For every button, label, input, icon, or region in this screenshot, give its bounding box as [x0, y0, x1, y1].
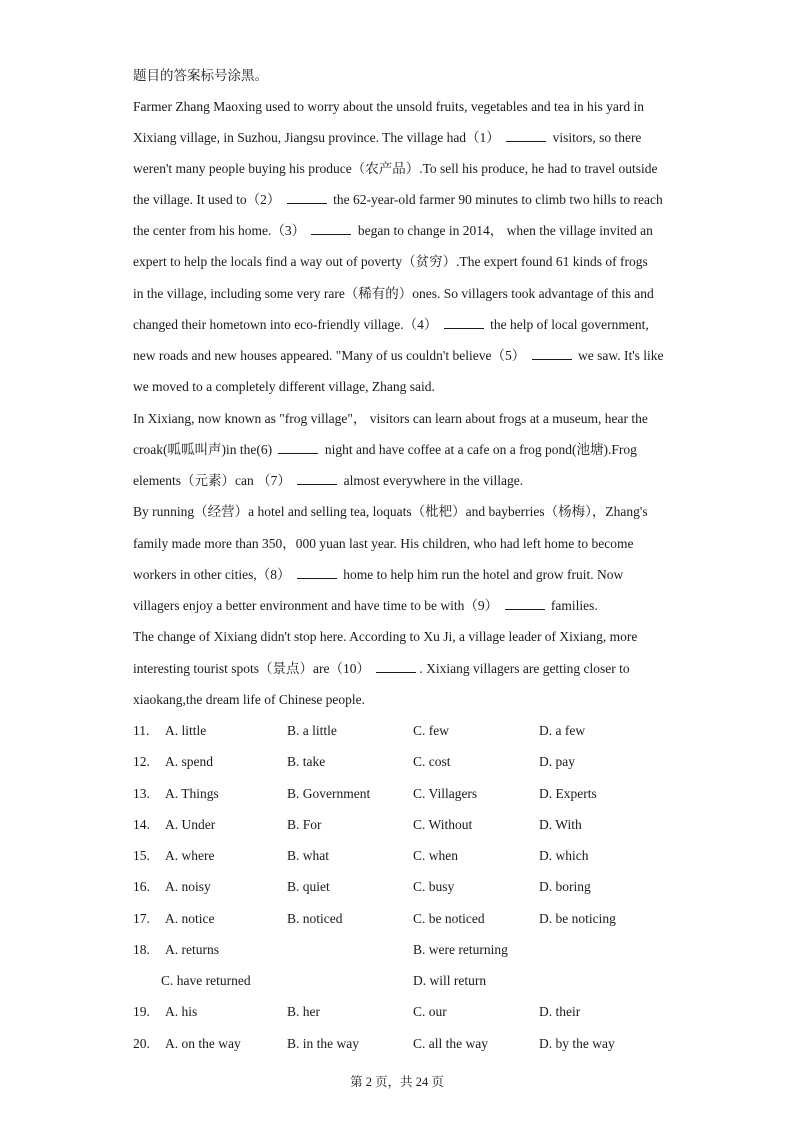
question-number: 18.: [133, 942, 150, 957]
option-d: D. pay: [539, 754, 575, 769]
passage-line: the village. It used to（2） the 62-year-old farmer 90 minutes to climb two hills to reach: [133, 192, 663, 207]
option-b: B. noticed: [287, 911, 343, 926]
option-c: C. Without: [413, 817, 473, 832]
option-a: A. notice: [165, 911, 215, 926]
option-a: A. where: [165, 848, 215, 863]
question-row: [133, 846, 693, 866]
option-a: A. returns: [165, 942, 219, 957]
passage-line: In Xixiang, now known as "frog village"， visitors can learn about frogs at a museum, hear the: [133, 411, 648, 426]
blank-2: [287, 191, 327, 204]
passage-line: Xixiang village, in Suzhou, Jiangsu province. The village had（1） visitors, so there: [133, 130, 642, 145]
passage-line: By running（经营）a hotel and selling tea, loquats（枇杷）and bayberries（杨梅），Zhang's: [133, 504, 648, 519]
question-row: [133, 940, 693, 960]
option-b: B. take: [287, 754, 326, 769]
option-a: A. little: [165, 723, 207, 738]
passage-line: family made more than 350，000 yuan last year. His children, who had left home to become: [133, 536, 634, 551]
blank-8: [297, 566, 337, 579]
question-row: [133, 909, 693, 929]
question-row: [133, 1034, 693, 1054]
question-number: 16.: [133, 879, 150, 894]
option-b: B. her: [287, 1004, 320, 1019]
option-d: D. will return: [413, 973, 487, 988]
passage-line: Farmer Zhang Maoxing used to worry about the unsold fruits, vegetables and tea in his yard in: [133, 99, 645, 114]
option-b: B. a little: [287, 723, 337, 738]
option-c: C. busy: [413, 879, 455, 894]
question-number: 15.: [133, 848, 150, 863]
option-d: D. by the way: [539, 1036, 615, 1051]
option-b: B. Government: [287, 786, 371, 801]
question-row: [133, 784, 693, 804]
question-number: 17.: [133, 911, 150, 926]
blank-1: [506, 129, 546, 142]
question-number: 20.: [133, 1036, 150, 1051]
option-a: A. Things: [165, 786, 219, 801]
page-footer: 第 2 页，共 24 页: [350, 1075, 444, 1089]
blank-3: [311, 222, 351, 235]
option-d: D. which: [539, 848, 589, 863]
passage-line: we moved to a completely different village, Zhang said.: [133, 379, 435, 394]
question-row-continued: [133, 971, 693, 991]
passage-line: in the village, including some very rare（稀有的）ones. So villagers took advantage of this and: [133, 286, 654, 301]
option-a: A. noisy: [165, 879, 211, 894]
option-c: C. cost: [413, 754, 451, 769]
option-a: A. on the way: [165, 1036, 241, 1051]
instruction-text: 题目的答案标号涂黑。: [133, 68, 268, 83]
option-d: D. be noticing: [539, 911, 616, 926]
passage-line: villagers enjoy a better environment and have time to be with（9） families.: [133, 598, 598, 613]
option-d: D. Experts: [539, 786, 597, 801]
question-row: [133, 721, 693, 741]
passage-line: interesting tourist spots（景点）are（10） . Xixiang villagers are getting closer to: [133, 661, 630, 676]
option-d: D. a few: [539, 723, 586, 738]
passage-line: xiaokang,the dream life of Chinese people.: [133, 692, 366, 707]
option-d: D. boring: [539, 879, 591, 894]
passage-line: elements（元素）can （7） almost everywhere in the village.: [133, 473, 524, 488]
blank-9: [505, 597, 545, 610]
question-number: 13.: [133, 786, 150, 801]
blank-5: [532, 347, 572, 360]
question-number: 19.: [133, 1004, 150, 1019]
passage-line: new roads and new houses appeared. "Many of us couldn't believe（5） we saw. It's like: [133, 348, 664, 363]
option-b: B. For: [287, 817, 322, 832]
option-a: A. Under: [165, 817, 216, 832]
option-c: C. our: [413, 1004, 447, 1019]
blank-4: [444, 316, 484, 329]
question-number: 12.: [133, 754, 150, 769]
blank-10: [376, 660, 416, 673]
option-c: C. have returned: [161, 973, 251, 988]
option-a: A. spend: [165, 754, 213, 769]
passage-line: changed their hometown into eco-friendly village.（4） the help of local government,: [133, 317, 649, 332]
option-c: C. all the way: [413, 1036, 488, 1051]
passage-line: the center from his home.（3） began to change in 2014， when the village invited an: [133, 223, 653, 238]
passage-line: workers in other cities,（8） home to help him run the hotel and grow fruit. Now: [133, 567, 624, 582]
option-d: D. With: [539, 817, 582, 832]
option-b: B. quiet: [287, 879, 330, 894]
option-c: C. few: [413, 723, 449, 738]
option-c: C. when: [413, 848, 458, 863]
question-number: 14.: [133, 817, 150, 832]
passage-line: The change of Xixiang didn't stop here. According to Xu Ji, a village leader of Xixiang, more: [133, 629, 638, 644]
option-d: D. their: [539, 1004, 581, 1019]
question-row: [133, 752, 693, 772]
passage-line: weren't many people buying his produce（农产品）.To sell his produce, he had to travel outside: [133, 161, 658, 176]
question-row: [133, 1002, 693, 1022]
option-c: C. be noticed: [413, 911, 485, 926]
passage-line: expert to help the locals find a way out of poverty（贫穷）.The expert found 61 kinds of frogs: [133, 254, 648, 269]
blank-7: [297, 472, 337, 485]
option-b: B. in the way: [287, 1036, 359, 1051]
question-number: 11.: [133, 723, 150, 738]
option-b: B. were returning: [413, 942, 508, 957]
option-c: C. Villagers: [413, 786, 478, 801]
blank-6: [278, 441, 318, 454]
option-a: A. his: [165, 1004, 198, 1019]
question-row: [133, 877, 693, 897]
option-b: B. what: [287, 848, 329, 863]
passage-line: croak(呱呱叫声)in the(6) night and have coffee at a cafe on a frog pond(池塘).Frog: [133, 442, 637, 457]
question-row: [133, 815, 693, 835]
